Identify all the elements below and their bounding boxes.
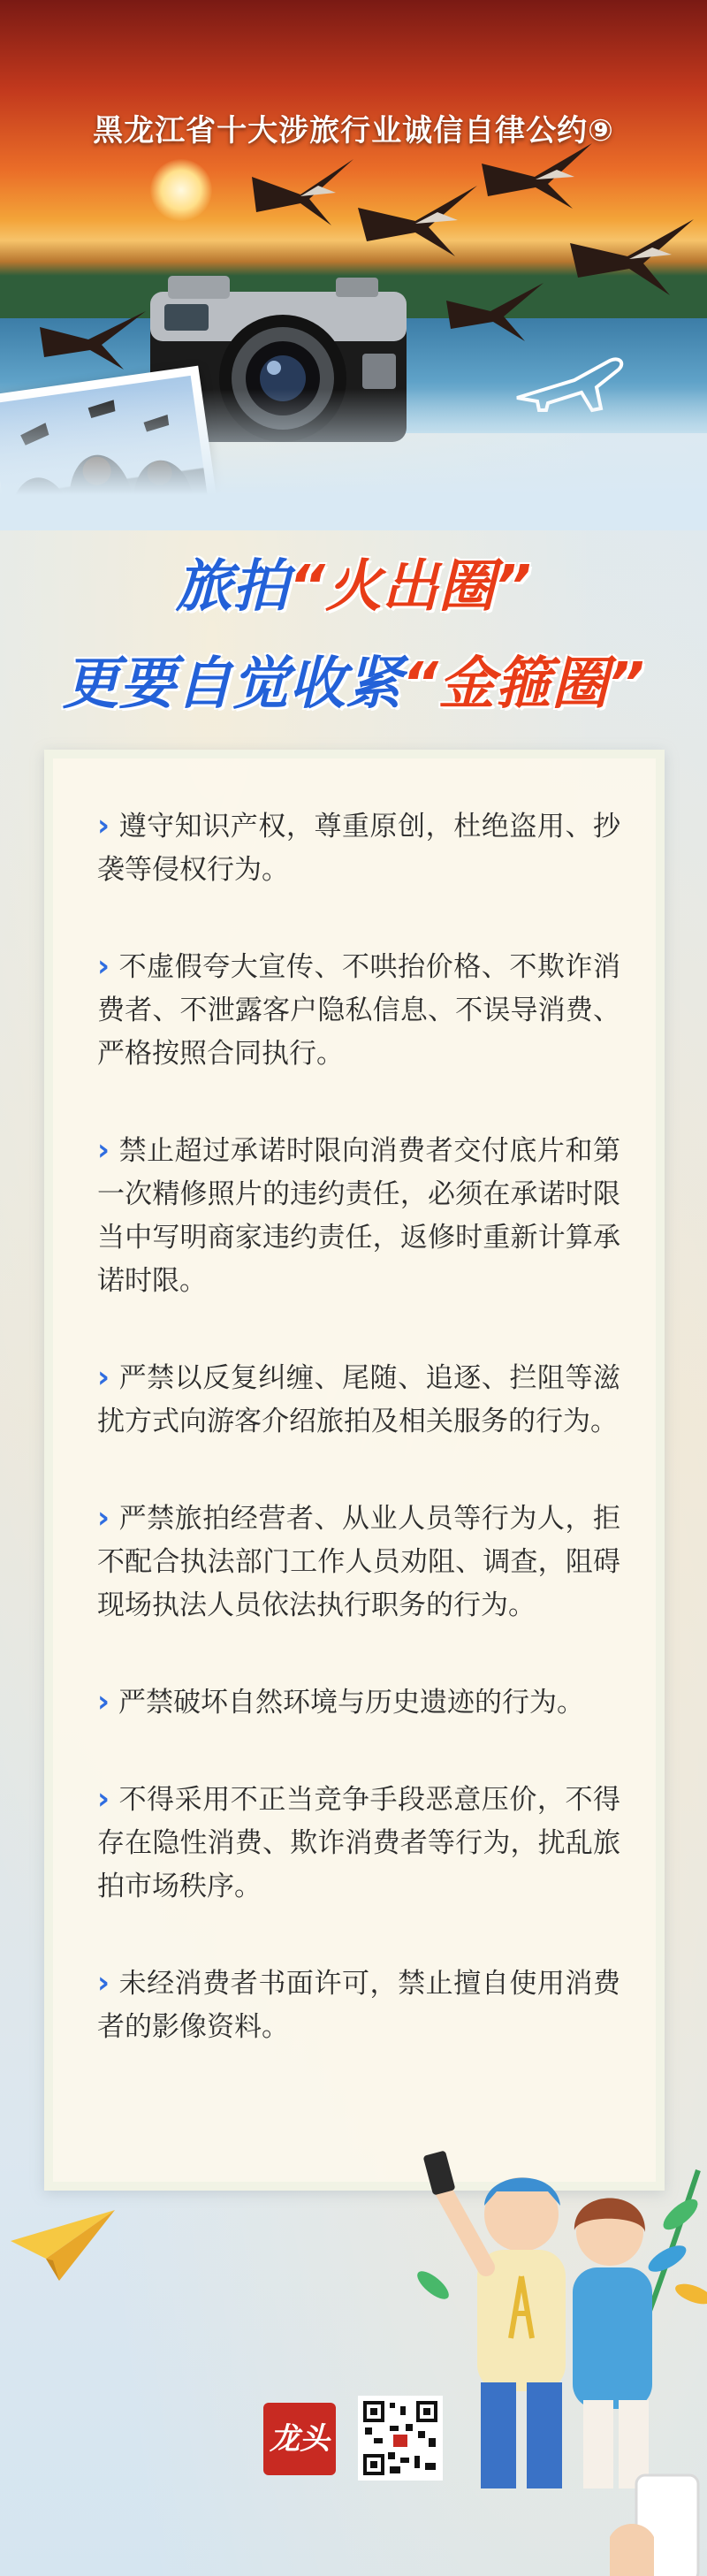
crane-icon [35,301,150,371]
slogan-line-1 [0,541,707,622]
rule-item [97,945,620,1076]
rule-text: 禁止超过承诺时限向消费者交付底片和第一次精修照片的违约责任，必须在承诺时限当中写明商家违约责任，返修时重新计算承诺时限。 [97,1135,620,1297]
chevron-right-icon: › [97,1684,110,1719]
crane-icon [354,172,486,261]
rule-text: 严禁以反复纠缠、尾随、追逐、拦阻等滋扰方式向游客介绍旅拍及相关服务的行为。 [97,1362,620,1437]
rule-text: 遵守知识产权，尊重原创，杜绝盗用、抄袭等侵权行为。 [97,811,620,886]
slogan-line-1-highlight: “火出圈” [288,554,532,620]
rule-item [97,1497,620,1627]
rule-item [97,1778,620,1909]
slogan-line-2-highlight: “金箍圈” [401,652,645,717]
slogan-line-2-text: 更要自觉收紧 [62,652,402,717]
slogan-line-2 [0,638,707,720]
hand-with-phone [601,2466,707,2576]
rule-item [97,1962,620,2049]
crane-icon [247,150,362,230]
rule-item [97,1129,620,1303]
rule-item [97,1356,620,1444]
rule-text: 不虚假夸大宣传、不哄抬价格、不欺诈消费者、不泄露客户隐私信息、不误导消费、严格按照合同执行。 [97,951,620,1070]
rule-item [97,1680,620,1725]
chevron-right-icon: › [97,1360,110,1395]
rule-text: 严禁旅拍经营者、从业人员等行为人，拒不配合执法部门工作人员劝阻、调查，阻碍现场执法人员依法执行职务的行为。 [97,1503,620,1621]
crane-icon [442,274,548,345]
rule-text: 不得采用不正当竞争手段恶意压价，不得存在隐性消费、欺诈消费者等行为，扰乱旅拍市场秩序。 [97,1784,620,1902]
sun [150,159,212,221]
chevron-right-icon: › [97,808,110,843]
rules-card [44,750,665,2191]
slogan-line-1-text: 旅拍 [175,554,289,620]
rule-text: 未经消费者书面许可，禁止擅自使用消费者的影像资料。 [97,1968,620,2043]
chevron-right-icon: › [97,1781,110,1817]
logo-badge: 龙头 [263,2403,336,2475]
chevron-right-icon: › [97,1132,110,1168]
rules-list [97,804,620,2102]
couple-illustration [415,2082,707,2506]
hero-fade [0,389,707,530]
crane-icon [566,203,698,301]
chevron-right-icon: › [97,949,110,984]
hero-banner [0,0,707,530]
rule-text: 严禁破坏自然环境与历史遗迹的行为。 [118,1687,585,1719]
chevron-right-icon: › [97,1965,110,2001]
chevron-right-icon: › [97,1500,110,1536]
paper-plane-icon [11,2206,117,2285]
rule-item [97,804,620,892]
qr-code[interactable] [358,2396,443,2481]
page-title: 黑龙江省十大涉旅行业诚信自律公约⑨ [93,113,614,149]
